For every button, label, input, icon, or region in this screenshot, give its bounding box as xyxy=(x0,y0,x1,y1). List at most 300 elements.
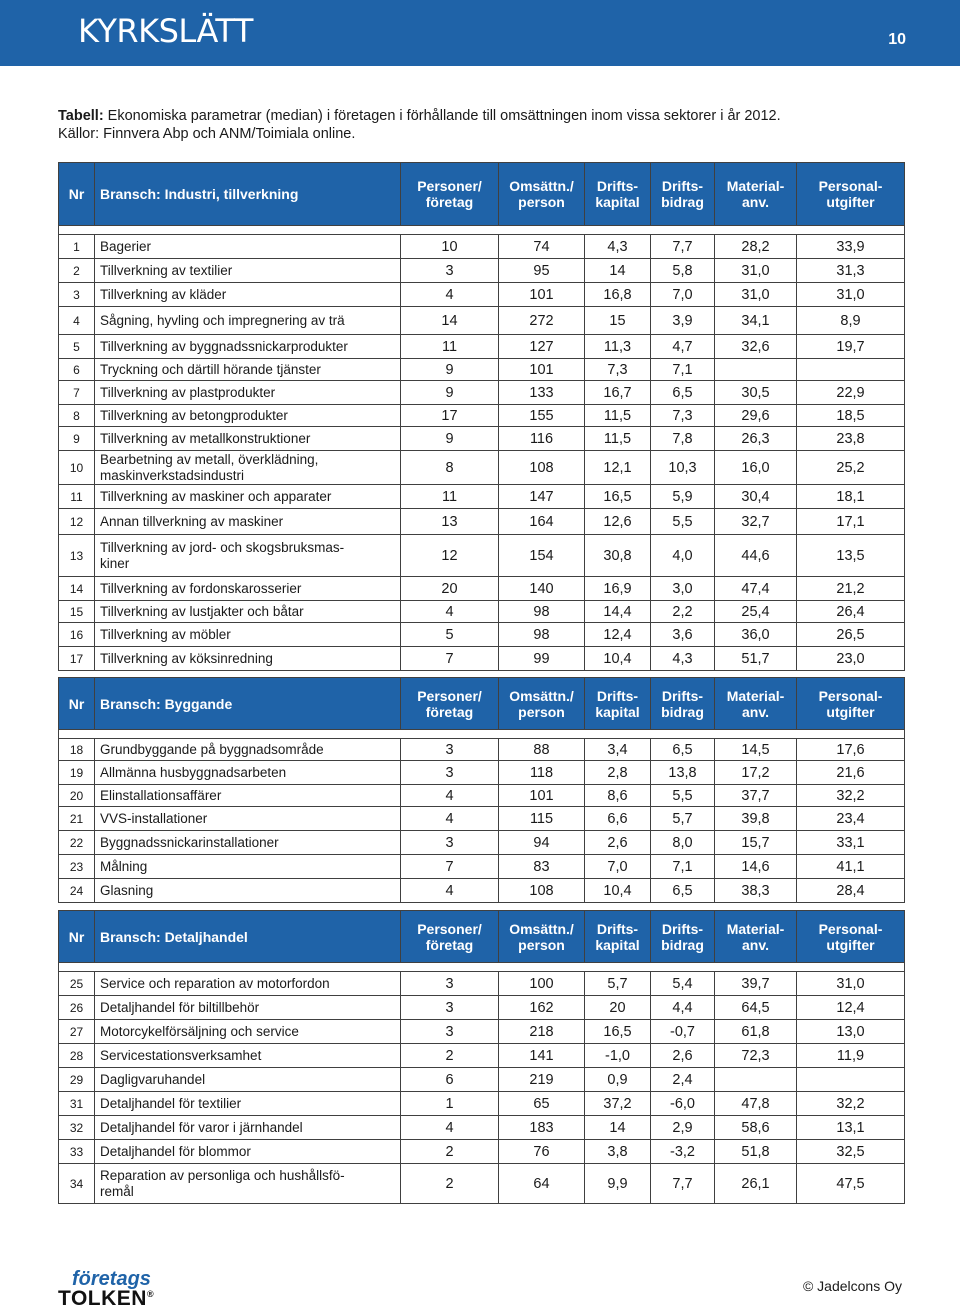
cell-omsattn: 141 xyxy=(499,1044,585,1068)
column-header-line: Personer/ xyxy=(417,920,482,937)
cell-omsattn: 76 xyxy=(499,1140,585,1164)
column-header-line: utgifter xyxy=(826,194,875,210)
cell-omsattn: 147 xyxy=(499,485,585,509)
cell-omsattn: 162 xyxy=(499,996,585,1020)
column-header-nr: Nr xyxy=(59,163,95,226)
cell-material: 30,5 xyxy=(715,381,797,405)
column-header-line: person xyxy=(518,703,565,720)
logo-text-bottom xyxy=(58,1287,154,1311)
cell-material: 17,2 xyxy=(715,761,797,785)
cell-kapital: 37,2 xyxy=(585,1092,651,1116)
cell-personal: 8,9 xyxy=(797,307,905,335)
row-sector-name xyxy=(95,879,401,903)
column-header-nr: Nr xyxy=(59,678,95,730)
cell-bidrag: 4,7 xyxy=(651,335,715,359)
table-row xyxy=(59,359,905,381)
row-sector-name xyxy=(95,761,401,785)
cell-kapital: 9,9 xyxy=(585,1164,651,1204)
row-sector-name-line: Tillverkning av byggnadssnickarprodukter xyxy=(100,338,348,354)
logo-registered-mark: ® xyxy=(146,1289,155,1299)
header-row xyxy=(59,163,905,226)
column-header-line: Personal- xyxy=(818,178,883,194)
row-sector-name xyxy=(95,739,401,761)
column-header-personal xyxy=(797,163,905,226)
column-header-line: Material- xyxy=(726,920,785,937)
cell-material: 28,2 xyxy=(715,235,797,259)
cell-material: 39,8 xyxy=(715,807,797,831)
column-header-nr: Nr xyxy=(59,911,95,963)
row-sector-name xyxy=(95,405,401,427)
cell-omsattn: 127 xyxy=(499,335,585,359)
column-header-line: utgifter xyxy=(826,936,875,953)
table-row xyxy=(59,283,905,307)
cell-personer: 17 xyxy=(401,405,499,427)
cell-personal: 12,4 xyxy=(797,996,905,1020)
caption-source: Källor: Finnvera Abp och ANM/Toimiala online. xyxy=(58,126,356,142)
cell-omsattn: 164 xyxy=(499,509,585,535)
row-sector-name-line: Tillverkning av maskiner och apparater xyxy=(100,488,332,504)
row-number: 31 xyxy=(59,1092,95,1116)
column-header-line: Drifts- xyxy=(661,920,704,937)
cell-kapital: 16,9 xyxy=(585,577,651,601)
column-header-kapital xyxy=(585,163,651,226)
row-sector-name xyxy=(95,1068,401,1092)
cell-personer: 1 xyxy=(401,1092,499,1116)
cell-personer: 3 xyxy=(401,259,499,283)
row-sector-name xyxy=(95,235,401,259)
cell-material: 15,7 xyxy=(715,831,797,855)
row-sector-name-line: Reparation av personliga och hushållsfö- xyxy=(100,1167,345,1183)
cell-personer: 7 xyxy=(401,855,499,879)
row-number: 33 xyxy=(59,1140,95,1164)
cell-personer: 3 xyxy=(401,831,499,855)
row-number: 23 xyxy=(59,855,95,879)
row-sector-name-line: Motorcykelförsäljning och service xyxy=(100,1023,299,1039)
row-sector-name xyxy=(95,451,401,485)
table-row xyxy=(59,1068,905,1092)
cell-kapital: 2,8 xyxy=(585,761,651,785)
cell-omsattn: 101 xyxy=(499,785,585,807)
table-row xyxy=(59,259,905,283)
table-byggande xyxy=(58,677,905,903)
cell-bidrag: 5,9 xyxy=(651,485,715,509)
row-number: 17 xyxy=(59,647,95,671)
table-row xyxy=(59,739,905,761)
cell-bidrag: 4,3 xyxy=(651,647,715,671)
row-number: 3 xyxy=(59,283,95,307)
row-sector-name xyxy=(95,381,401,405)
cell-personal: 25,2 xyxy=(797,451,905,485)
table-row xyxy=(59,972,905,996)
header-row xyxy=(59,911,905,963)
cell-material: 51,7 xyxy=(715,647,797,671)
cell-personal: 17,6 xyxy=(797,739,905,761)
cell-personer: 5 xyxy=(401,623,499,647)
table-industri xyxy=(58,162,905,671)
cell-personer: 2 xyxy=(401,1164,499,1204)
cell-bidrag: 3,9 xyxy=(651,307,715,335)
cell-kapital: 10,4 xyxy=(585,647,651,671)
row-number: 1 xyxy=(59,235,95,259)
cell-omsattn: 98 xyxy=(499,623,585,647)
column-header-line: person xyxy=(518,936,565,953)
column-header-bidrag xyxy=(651,678,715,730)
row-sector-name-line: kiner xyxy=(100,555,130,571)
cell-material: 16,0 xyxy=(715,451,797,485)
cell-personal: 31,0 xyxy=(797,283,905,307)
cell-material: 72,3 xyxy=(715,1044,797,1068)
cell-material: 14,5 xyxy=(715,739,797,761)
column-header-omsattn xyxy=(499,163,585,226)
table-row xyxy=(59,1116,905,1140)
column-header-material xyxy=(715,163,797,226)
cell-kapital: 0,9 xyxy=(585,1068,651,1092)
cell-material: 61,8 xyxy=(715,1020,797,1044)
column-header-line: företag xyxy=(425,936,474,953)
cell-bidrag: 7,7 xyxy=(651,235,715,259)
cell-personal: 47,5 xyxy=(797,1164,905,1204)
row-sector-name xyxy=(95,1116,401,1140)
cell-bidrag: 8,0 xyxy=(651,831,715,855)
cell-material: 58,6 xyxy=(715,1116,797,1140)
table-row xyxy=(59,485,905,509)
column-header-omsattn xyxy=(499,911,585,963)
cell-personal: 31,3 xyxy=(797,259,905,283)
cell-personer: 6 xyxy=(401,1068,499,1092)
cell-material: 32,7 xyxy=(715,509,797,535)
row-sector-name xyxy=(95,427,401,451)
spacer-cell xyxy=(59,226,905,235)
row-sector-name xyxy=(95,972,401,996)
row-sector-name-line: Tillverkning av jord- och skogsbruksmas- xyxy=(100,539,345,555)
cell-material: 31,0 xyxy=(715,259,797,283)
cell-personal: 32,2 xyxy=(797,1092,905,1116)
row-sector-name-line: Tillverkning av plastprodukter xyxy=(100,384,276,400)
row-sector-name xyxy=(95,485,401,509)
column-header-line: kapital xyxy=(595,936,640,953)
row-number: 14 xyxy=(59,577,95,601)
cell-personal: 13,1 xyxy=(797,1116,905,1140)
cell-bidrag: 2,9 xyxy=(651,1116,715,1140)
table-row xyxy=(59,831,905,855)
column-header-omsattn xyxy=(499,678,585,730)
cell-personal: 28,4 xyxy=(797,879,905,903)
cell-kapital: 3,8 xyxy=(585,1140,651,1164)
header-banner xyxy=(0,0,960,66)
cell-material: 64,5 xyxy=(715,996,797,1020)
caption-label: Tabell: xyxy=(58,108,104,124)
cell-kapital: 16,5 xyxy=(585,1020,651,1044)
cell-personal: 21,6 xyxy=(797,761,905,785)
row-sector-name-line: Byggnadssnickarinstallationer xyxy=(100,834,279,850)
spacer-cell xyxy=(59,730,905,739)
row-sector-name-line: VVS-installationer xyxy=(100,810,208,826)
cell-omsattn: 118 xyxy=(499,761,585,785)
column-header-personer xyxy=(401,911,499,963)
column-header-bidrag xyxy=(651,911,715,963)
cell-omsattn: 101 xyxy=(499,283,585,307)
row-number: 25 xyxy=(59,972,95,996)
row-number: 9 xyxy=(59,427,95,451)
cell-kapital: 14 xyxy=(585,259,651,283)
cell-bidrag: 5,4 xyxy=(651,972,715,996)
cell-bidrag: -3,2 xyxy=(651,1140,715,1164)
cell-material: 25,4 xyxy=(715,601,797,623)
table-detaljhandel xyxy=(58,910,905,1204)
cell-bidrag: 5,5 xyxy=(651,509,715,535)
cell-material: 51,8 xyxy=(715,1140,797,1164)
cell-personal: 19,7 xyxy=(797,335,905,359)
cell-kapital: 12,1 xyxy=(585,451,651,485)
column-header-kapital xyxy=(585,911,651,963)
row-sector-name-line: Service och reparation av motorfordon xyxy=(100,975,330,991)
table-row xyxy=(59,879,905,903)
cell-personal xyxy=(797,1068,905,1092)
row-sector-name xyxy=(95,335,401,359)
row-number: 28 xyxy=(59,1044,95,1068)
row-number: 12 xyxy=(59,509,95,535)
cell-personal: 32,5 xyxy=(797,1140,905,1164)
cell-omsattn: 65 xyxy=(499,1092,585,1116)
column-header-line: bidrag xyxy=(661,936,704,953)
cell-personal: 13,5 xyxy=(797,535,905,577)
cell-personal: 33,1 xyxy=(797,831,905,855)
row-sector-name-line: Tryckning och därtill hörande tjänster xyxy=(100,361,321,377)
cell-material: 31,0 xyxy=(715,283,797,307)
cell-personal: 18,5 xyxy=(797,405,905,427)
column-header-line: utgifter xyxy=(826,703,875,720)
cell-bidrag: 3,0 xyxy=(651,577,715,601)
column-header-line: person xyxy=(518,194,565,210)
cell-personer: 9 xyxy=(401,359,499,381)
row-sector-name-line: Glasning xyxy=(100,882,154,898)
cell-bidrag: 4,0 xyxy=(651,535,715,577)
cell-kapital: -1,0 xyxy=(585,1044,651,1068)
table-caption xyxy=(58,107,938,143)
row-sector-name-line: Allmänna husbyggnadsarbeten xyxy=(100,764,287,780)
row-number: 20 xyxy=(59,785,95,807)
row-number: 22 xyxy=(59,831,95,855)
cell-personer: 11 xyxy=(401,485,499,509)
row-sector-name xyxy=(95,855,401,879)
cell-omsattn: 272 xyxy=(499,307,585,335)
table-row xyxy=(59,535,905,577)
row-number: 19 xyxy=(59,761,95,785)
cell-personer: 4 xyxy=(401,785,499,807)
cell-personal xyxy=(797,359,905,381)
page-title: KYRKSLÄTT xyxy=(78,12,253,50)
table-row xyxy=(59,509,905,535)
header-row xyxy=(59,678,905,730)
table-row xyxy=(59,427,905,451)
cell-material: 30,4 xyxy=(715,485,797,509)
cell-bidrag: 4,4 xyxy=(651,996,715,1020)
cell-bidrag: 5,8 xyxy=(651,259,715,283)
cell-material: 34,1 xyxy=(715,307,797,335)
spacer-row xyxy=(59,730,905,739)
row-sector-name xyxy=(95,831,401,855)
row-sector-name xyxy=(95,601,401,623)
cell-personal: 22,9 xyxy=(797,381,905,405)
cell-kapital: 12,6 xyxy=(585,509,651,535)
cell-bidrag: 2,4 xyxy=(651,1068,715,1092)
row-sector-name-line: Bearbetning av metall, överklädning, xyxy=(100,451,319,467)
row-sector-name xyxy=(95,785,401,807)
cell-material: 39,7 xyxy=(715,972,797,996)
row-number: 11 xyxy=(59,485,95,509)
cell-omsattn: 155 xyxy=(499,405,585,427)
column-header-line: kapital xyxy=(595,703,640,720)
row-sector-name xyxy=(95,1044,401,1068)
row-sector-name-line: Sågning, hyvling och impregnering av trä xyxy=(100,312,345,328)
row-sector-name xyxy=(95,1092,401,1116)
cell-kapital: 30,8 xyxy=(585,535,651,577)
column-header-personer xyxy=(401,163,499,226)
column-header-line: anv. xyxy=(742,194,769,210)
row-number: 26 xyxy=(59,996,95,1020)
column-header-line: Drifts- xyxy=(596,178,639,194)
cell-personal: 21,2 xyxy=(797,577,905,601)
column-header-line: Material- xyxy=(726,687,785,704)
cell-kapital: 11,5 xyxy=(585,405,651,427)
spacer-row xyxy=(59,963,905,972)
row-number: 10 xyxy=(59,451,95,485)
column-header-personal xyxy=(797,678,905,730)
cell-material xyxy=(715,1068,797,1092)
cell-personal: 17,1 xyxy=(797,509,905,535)
column-header-sector: Bransch: Industri, tillverkning xyxy=(95,163,401,226)
row-number: 32 xyxy=(59,1116,95,1140)
cell-personal: 26,5 xyxy=(797,623,905,647)
cell-kapital: 8,6 xyxy=(585,785,651,807)
column-header-material xyxy=(715,911,797,963)
row-number: 2 xyxy=(59,259,95,283)
column-header-line: Drifts- xyxy=(661,178,704,194)
cell-bidrag: 5,7 xyxy=(651,807,715,831)
cell-material: 44,6 xyxy=(715,535,797,577)
table-row xyxy=(59,996,905,1020)
cell-bidrag: 2,6 xyxy=(651,1044,715,1068)
cell-kapital: 14,4 xyxy=(585,601,651,623)
cell-bidrag: 13,8 xyxy=(651,761,715,785)
cell-bidrag: 7,1 xyxy=(651,359,715,381)
table-row xyxy=(59,451,905,485)
cell-material: 47,4 xyxy=(715,577,797,601)
cell-personal: 23,0 xyxy=(797,647,905,671)
caption-line xyxy=(58,107,938,125)
cell-bidrag: 6,5 xyxy=(651,739,715,761)
row-sector-name xyxy=(95,307,401,335)
row-number: 5 xyxy=(59,335,95,359)
column-header-kapital xyxy=(585,678,651,730)
row-number: 6 xyxy=(59,359,95,381)
row-number: 27 xyxy=(59,1020,95,1044)
cell-omsattn: 98 xyxy=(499,601,585,623)
row-sector-name xyxy=(95,996,401,1020)
table-row xyxy=(59,1140,905,1164)
table-row xyxy=(59,381,905,405)
column-header-personal xyxy=(797,911,905,963)
cell-personal: 32,2 xyxy=(797,785,905,807)
column-header-line: Drifts- xyxy=(596,687,639,704)
cell-personer: 4 xyxy=(401,601,499,623)
cell-omsattn: 140 xyxy=(499,577,585,601)
cell-bidrag: 7,1 xyxy=(651,855,715,879)
cell-bidrag: 2,2 xyxy=(651,601,715,623)
cell-personal: 26,4 xyxy=(797,601,905,623)
cell-bidrag: -6,0 xyxy=(651,1092,715,1116)
cell-personer: 10 xyxy=(401,235,499,259)
cell-material: 36,0 xyxy=(715,623,797,647)
row-sector-name-line: maskinverkstadsindustri xyxy=(100,467,245,483)
table-row xyxy=(59,307,905,335)
cell-kapital: 11,3 xyxy=(585,335,651,359)
row-sector-name xyxy=(95,283,401,307)
cell-bidrag: -0,7 xyxy=(651,1020,715,1044)
cell-personer: 9 xyxy=(401,427,499,451)
table-row xyxy=(59,577,905,601)
row-sector-name-line: Elinstallationsaffärer xyxy=(100,787,222,803)
cell-kapital: 5,7 xyxy=(585,972,651,996)
cell-personer: 3 xyxy=(401,739,499,761)
cell-kapital: 7,3 xyxy=(585,359,651,381)
cell-personer: 4 xyxy=(401,807,499,831)
cell-kapital: 6,6 xyxy=(585,807,651,831)
column-header-line: företag xyxy=(425,703,474,720)
row-number: 18 xyxy=(59,739,95,761)
column-header-line: företag xyxy=(425,194,474,210)
table-row xyxy=(59,1164,905,1204)
spacer-cell xyxy=(59,963,905,972)
row-sector-name-line: Tillverkning av kläder xyxy=(100,286,227,302)
row-sector-name-line: remål xyxy=(100,1183,134,1199)
cell-omsattn: 95 xyxy=(499,259,585,283)
cell-kapital: 7,0 xyxy=(585,855,651,879)
cell-kapital: 14 xyxy=(585,1116,651,1140)
column-header-line: anv. xyxy=(742,936,769,953)
table-row xyxy=(59,623,905,647)
row-sector-name xyxy=(95,623,401,647)
row-sector-name xyxy=(95,1020,401,1044)
cell-material: 29,6 xyxy=(715,405,797,427)
column-header-line: kapital xyxy=(595,194,640,210)
column-header-line: anv. xyxy=(742,703,769,720)
cell-bidrag: 5,5 xyxy=(651,785,715,807)
table-row xyxy=(59,855,905,879)
table-row xyxy=(59,405,905,427)
cell-kapital: 4,3 xyxy=(585,235,651,259)
row-sector-name-line: Målning xyxy=(100,858,148,874)
column-header-line: Personal- xyxy=(818,920,883,937)
row-sector-name-line: Bagerier xyxy=(100,238,152,254)
cell-omsattn: 64 xyxy=(499,1164,585,1204)
table-row xyxy=(59,335,905,359)
column-header-line: bidrag xyxy=(661,703,704,720)
cell-bidrag: 6,5 xyxy=(651,879,715,903)
cell-personal: 41,1 xyxy=(797,855,905,879)
column-header-line: bidrag xyxy=(661,194,704,210)
cell-personer: 3 xyxy=(401,761,499,785)
logo-word: TOLKEN xyxy=(58,1287,147,1310)
column-header-personer xyxy=(401,678,499,730)
row-sector-name-line: Detaljhandel för varor i järnhandel xyxy=(100,1119,303,1135)
logo-text-top: företags xyxy=(72,1268,151,1290)
cell-omsattn: 219 xyxy=(499,1068,585,1092)
cell-omsattn: 218 xyxy=(499,1020,585,1044)
table-row xyxy=(59,601,905,623)
cell-bidrag: 7,3 xyxy=(651,405,715,427)
row-sector-name-line: Detaljhandel för biltillbehör xyxy=(100,999,260,1015)
